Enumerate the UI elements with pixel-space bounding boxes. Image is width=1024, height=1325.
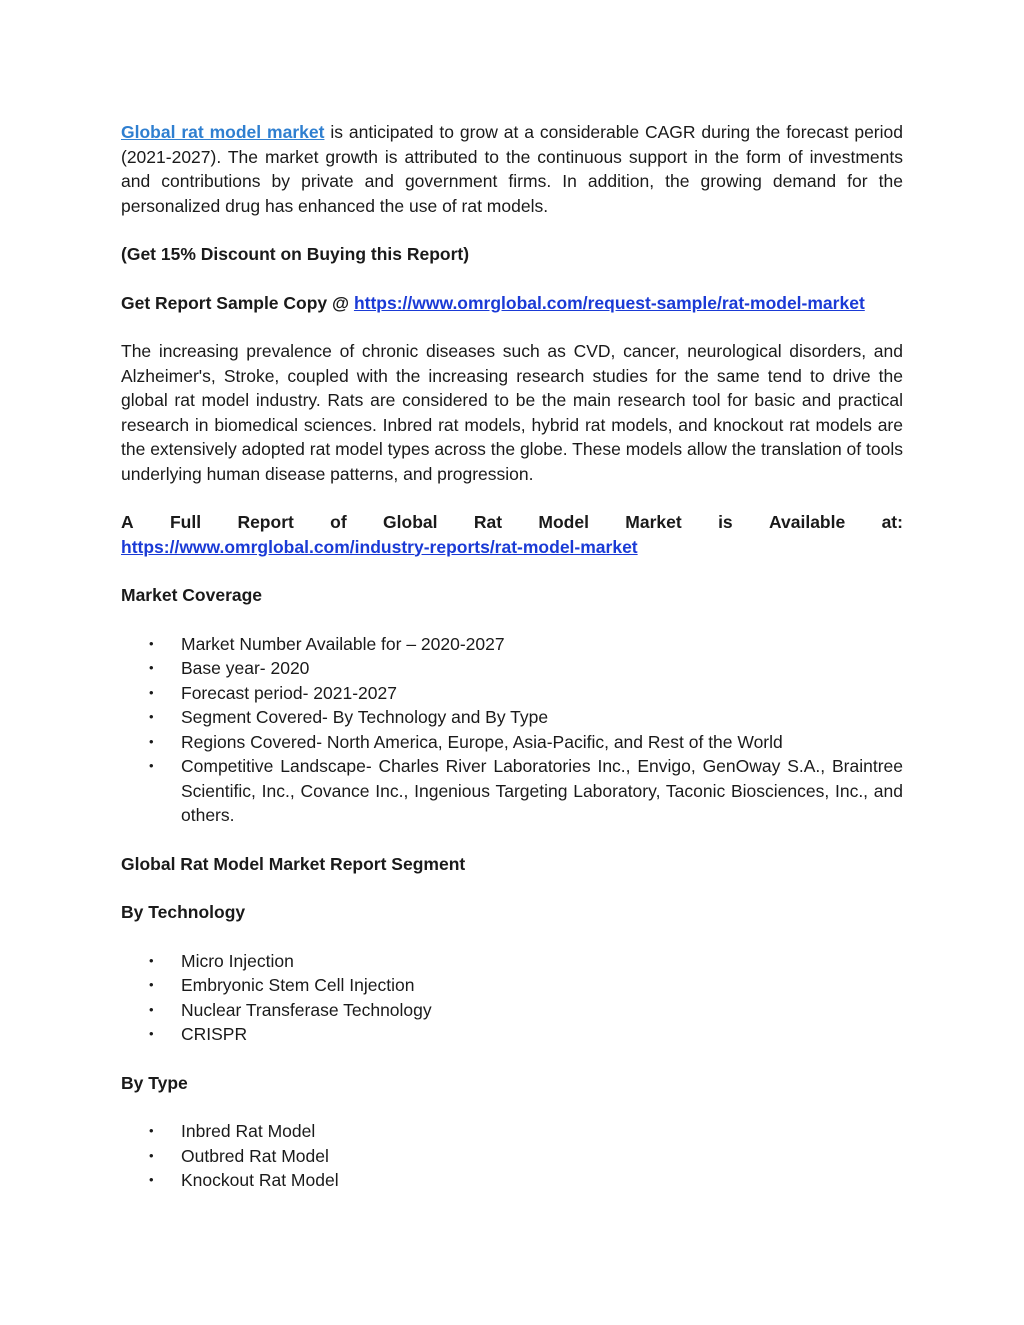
list-item-text: Segment Covered- By Technology and By Type xyxy=(181,707,549,727)
full-report-block xyxy=(121,510,903,559)
bullet-icon: • xyxy=(149,1123,154,1138)
list-item xyxy=(121,1119,903,1144)
full-report-word: is xyxy=(718,512,733,532)
list-item xyxy=(121,1168,903,1193)
full-report-word: Report xyxy=(237,512,294,532)
full-report-word: A xyxy=(121,512,134,532)
list-item xyxy=(121,754,903,828)
bullet-icon: • xyxy=(149,733,154,749)
body-paragraph: The increasing prevalence of chronic diseases such as CVD, cancer, neurological disorders, and Alzheimer's, Stroke, coupled with the increasing research studies for the same tend to drive the global rat model industry. Rats are considered to be the main research tool for basic and practical research in biomedical sciences. Inbred rat models, hybrid rat models, and knockout rat models are the extensively adopted rat model types across the globe. These models allow the translation of tools underlying human disease patterns, and progression. xyxy=(121,341,903,484)
bullet-icon: • xyxy=(149,709,154,724)
bullet-icon: • xyxy=(149,684,154,700)
bullet-icon: • xyxy=(149,758,154,773)
sample-copy-link[interactable]: https://www.omrglobal.com/request-sample/rat-model-market xyxy=(353,292,865,313)
bullet-icon: • xyxy=(149,1172,154,1187)
segment-heading: Global Rat Model Market Report Segment xyxy=(121,853,466,874)
market-coverage-list xyxy=(121,632,903,828)
list-item-text: Embryonic Stem Cell Injection xyxy=(181,975,415,995)
list-item xyxy=(121,656,903,681)
full-report-link[interactable]: https://www.omrglobal.com/industry-reports/rat-model-market xyxy=(121,536,638,557)
bullet-icon: • xyxy=(149,952,154,968)
list-item xyxy=(121,949,903,974)
intro-text: is anticipated to grow at a considerable CAGR during the forecast period (2021-2027). The market growth is attributed to the continuous support in the form of investments and contributions by private and government firms. In addition, the growing demand for the personalized drug has enhanced the use of rat models. xyxy=(121,122,903,216)
full-report-word: Market xyxy=(625,512,682,532)
list-item-text: Micro Injection xyxy=(181,950,294,971)
intro-paragraph xyxy=(121,120,903,218)
list-item xyxy=(121,681,903,706)
list-item-text: Market Number Available for – 2020-2027 xyxy=(181,633,505,654)
list-item xyxy=(121,998,903,1023)
sample-copy-line xyxy=(121,291,903,316)
bullet-icon: • xyxy=(149,1147,154,1163)
bullet-icon: • xyxy=(149,1001,154,1017)
full-report-word: of xyxy=(330,512,347,532)
global-rat-model-market-link[interactable]: Global rat model market xyxy=(121,122,325,142)
list-item-text: Base year- 2020 xyxy=(181,658,310,678)
list-item-text: Inbred Rat Model xyxy=(181,1121,316,1141)
full-report-word: at: xyxy=(881,512,903,532)
discount-text: (Get 15% Discount on Buying this Report) xyxy=(121,244,470,264)
list-item xyxy=(121,705,903,730)
by-technology-heading: By Technology xyxy=(121,902,246,922)
by-type-list xyxy=(121,1119,903,1193)
list-item-text: Regions Covered- North America, Europe, Asia-Pacific, and Rest of the World xyxy=(181,731,783,752)
bullet-icon: • xyxy=(149,660,154,675)
bullet-icon: • xyxy=(149,635,154,651)
full-report-word: Rat xyxy=(473,512,503,532)
full-report-word: Available xyxy=(769,512,846,532)
full-report-word: Model xyxy=(538,512,589,532)
list-item xyxy=(121,1022,903,1047)
bullet-icon: • xyxy=(149,977,154,992)
document-page xyxy=(121,120,903,1217)
by-type-heading: By Type xyxy=(121,1072,188,1093)
list-item-text: Forecast period- 2021-2027 xyxy=(181,682,397,703)
list-item-text: Knockout Rat Model xyxy=(181,1170,339,1190)
by-technology-list xyxy=(121,949,903,1047)
full-report-word: Full xyxy=(169,512,202,532)
list-item-text: Nuclear Transferase Technology xyxy=(181,999,432,1020)
sample-copy-label: Get Report Sample Copy @ xyxy=(121,292,354,313)
list-item xyxy=(121,1144,903,1169)
list-item xyxy=(121,632,903,657)
list-item-text: CRISPR xyxy=(181,1024,248,1044)
list-item-text: Outbred Rat Model xyxy=(181,1145,329,1166)
bullet-icon: • xyxy=(149,1026,154,1041)
market-coverage-heading: Market Coverage xyxy=(121,585,263,605)
list-item-text: Competitive Landscape- Charles River Laboratories Inc., Envigo, GenOway S.A., Braintree Scientific, Inc., Covance Inc., Ingenious Targeting Laboratory, Taconic Biosciences, Inc., and others. xyxy=(181,756,903,825)
full-report-word: Global xyxy=(383,512,438,532)
full-report-heading xyxy=(121,510,903,535)
list-item xyxy=(121,973,903,998)
list-item xyxy=(121,730,903,755)
